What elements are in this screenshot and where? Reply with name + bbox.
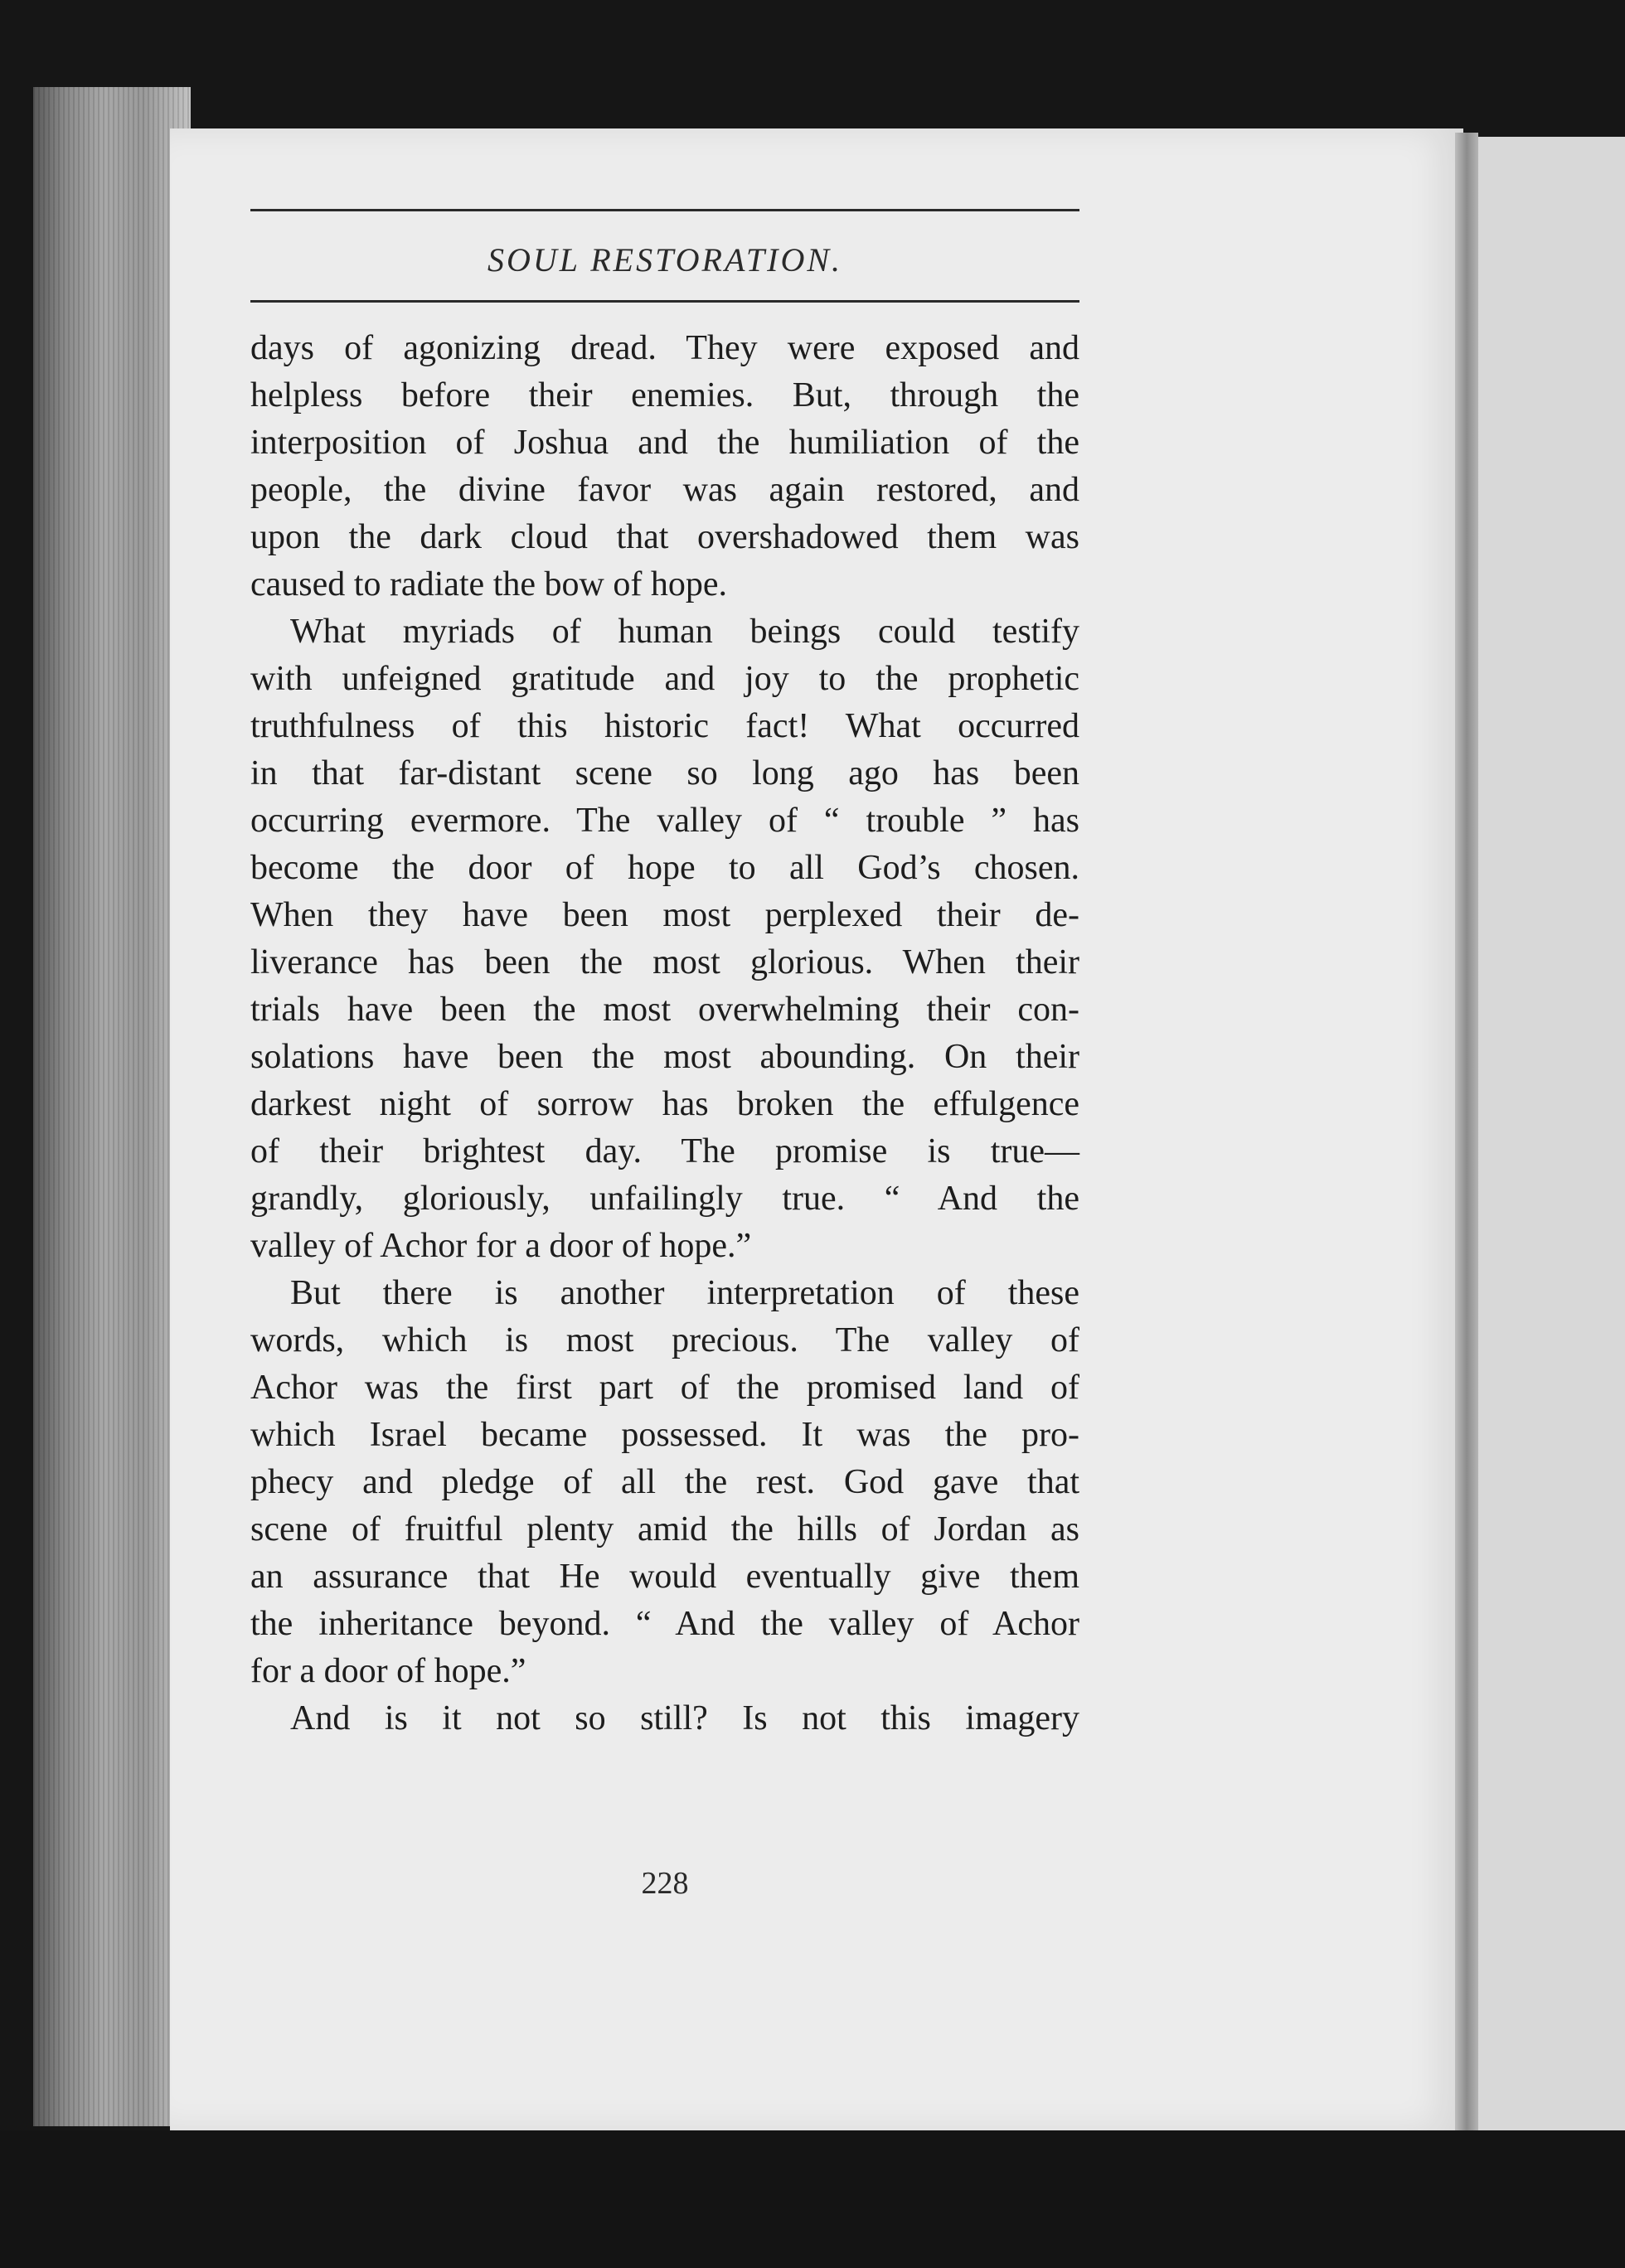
header-rule-top (250, 209, 1079, 211)
text-line: liverance has been the most glorious. When their (250, 943, 1079, 981)
text-line: an assurance that He would eventually give them (250, 1558, 1079, 1596)
text-line: And is it not so still? Is not this imagery (290, 1699, 1079, 1737)
text-line: words, which is most precious. The valley of (250, 1321, 1079, 1359)
text-line: people, the divine favor was again restored, and (250, 471, 1079, 509)
text-line: of their brightest day. The promise is true— (250, 1132, 1079, 1170)
text-line: trials have been the most overwhelming their con- (250, 991, 1079, 1029)
text-line: valley of Achor for a door of hope.” (250, 1227, 752, 1265)
text-line: become the door of hope to all God’s chosen. (250, 849, 1079, 887)
text-line: When they have been most perplexed their de- (250, 896, 1079, 934)
text-line: darkest night of sorrow has broken the effulgence (250, 1085, 1079, 1123)
text-line: days of agonizing dread. They were exposed and (250, 329, 1079, 367)
text-line: caused to radiate the bow of hope. (250, 565, 727, 603)
text-line: Achor was the first part of the promised land of (250, 1369, 1079, 1407)
text-line: helpless before their enemies. But, through the (250, 376, 1079, 414)
book-gutter (1455, 133, 1478, 2135)
text-line: upon the dark cloud that overshadowed them was (250, 518, 1079, 556)
text-line: with unfeigned gratitude and joy to the prophetic (250, 660, 1079, 698)
text-line: in that far-distant scene so long ago has been (250, 754, 1079, 792)
page-number: 228 (641, 1866, 689, 1901)
text-line: grandly, gloriously, unfailingly true. “ And the (250, 1180, 1079, 1218)
text-line: interposition of Joshua and the humiliation of the (250, 424, 1079, 462)
text-line: solations have been the most abounding. On their (250, 1038, 1079, 1076)
facing-page-edge (1478, 137, 1625, 2130)
text-line: But there is another interpretation of these (290, 1274, 1079, 1312)
body-text (250, 325, 1079, 1742)
text-line: which Israel became possessed. It was the pro- (250, 1416, 1079, 1454)
text-line: scene of fruitful plenty amid the hills of Jordan as (250, 1510, 1079, 1548)
text-line: What myriads of human beings could testify (290, 613, 1079, 651)
text-line: truthfulness of this historic fact! What occurred (250, 707, 1079, 745)
header-rule-bottom (250, 300, 1079, 303)
text-line: the inheritance beyond. “ And the valley of Achor (250, 1605, 1079, 1643)
text-line: occurring evermore. The valley of “ trouble ” has (250, 802, 1079, 840)
running-head: SOUL RESTORATION. (487, 241, 843, 279)
text-line: for a door of hope.” (250, 1652, 526, 1690)
text-line: phecy and pledge of all the rest. God gave that (250, 1463, 1079, 1501)
background-dark (0, 2130, 1625, 2268)
page-edges (33, 87, 191, 2126)
